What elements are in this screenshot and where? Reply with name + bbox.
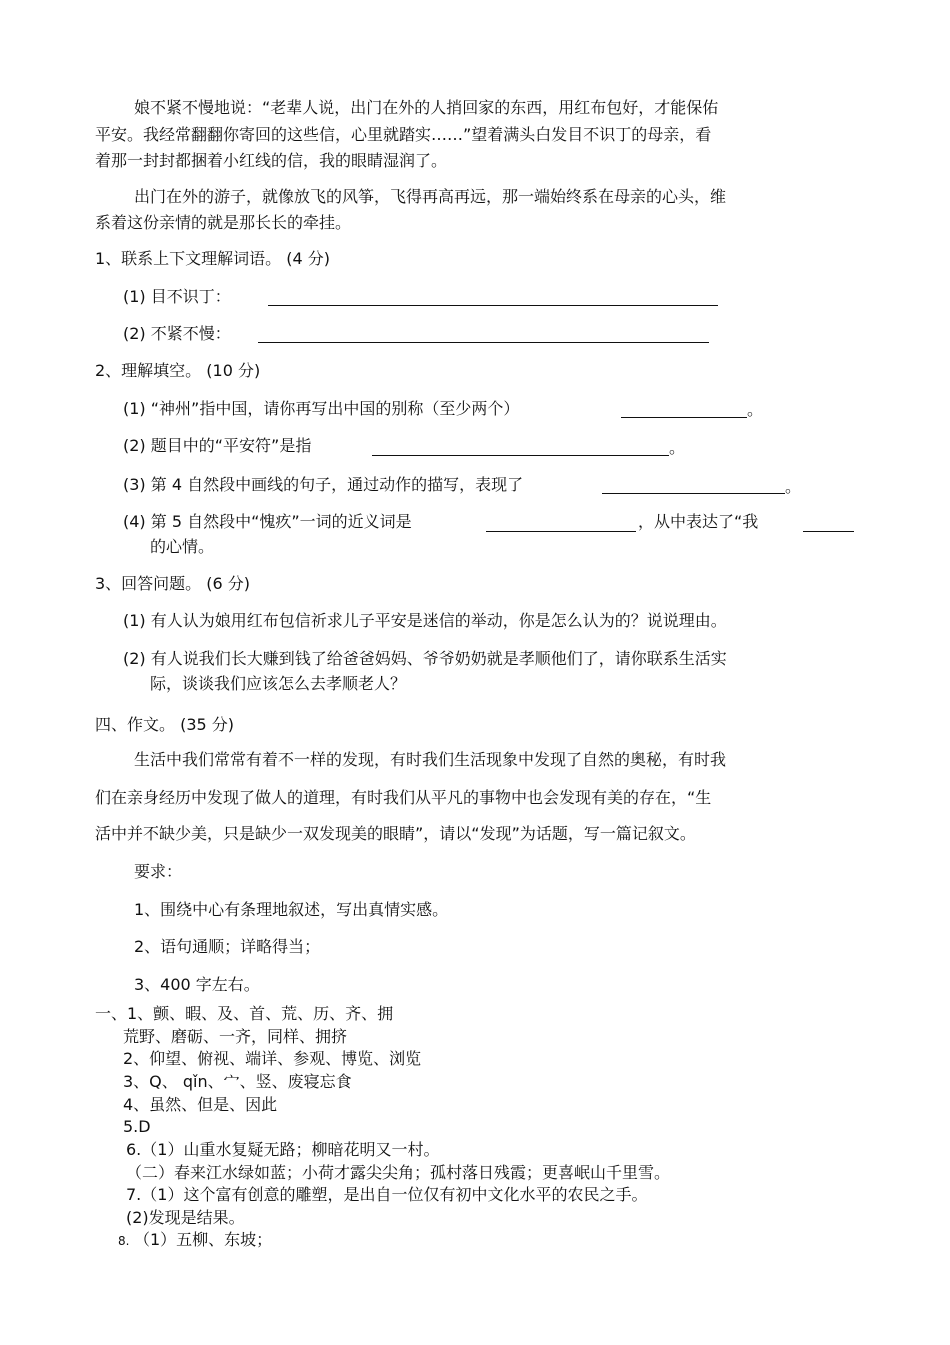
question-item-continued: 际，谈谈我们应该怎么去孝顺老人？ [150, 674, 407, 693]
essay-prompt-line: 们在亲身经历中发现了做人的道理，有时我们从平凡的事物中也会发现有美的存在，“生 [95, 788, 712, 807]
question-item: (3) 第 4 自然段中画线的句子，通过动作的描写，表现了 [123, 475, 524, 494]
essay-prompt-line: 活中并不缺少美，只是缺少一双发现美的眼睛”，请以“发现”为话题，写一篇记叙文。 [95, 824, 696, 843]
question-heading: 3、回答问题。 (6 分) [95, 574, 251, 593]
answer-key-line: 荒野、磨砺、一齐，同样、拥挤 [123, 1027, 348, 1046]
answer-key-line: 7.（1）这个富有创意的雕塑，是出自一位仅有初中文化水平的农民之手。 [126, 1185, 648, 1204]
passage-paragraph-line: 出门在外的游子，就像放飞的风筝，飞得再高再远，那一端始终系在母亲的心头，维 [134, 187, 727, 206]
answer-key-line: 2、仰望、俯视、端详、参观、博览、浏览 [123, 1049, 422, 1068]
essay-requirement: 2、语句通顺；详略得当； [134, 937, 321, 956]
essay-requirement: 1、围绕中心有条理地叙述，写出真情实感。 [134, 900, 449, 919]
essay-heading: 四、作文。 (35 分) [95, 715, 235, 734]
passage-paragraph-line: 系着这份亲情的就是那长长的牵挂。 [95, 213, 352, 232]
question-item: (1) “神州”指中国，请你再写出中国的别称（至少两个） [123, 399, 520, 418]
answer-blank-line[interactable] [372, 455, 669, 456]
question-item: (2) 有人说我们长大赚到钱了给爸爸妈妈、爷爷奶奶就是孝顺他们了，请你联系生活实 [123, 649, 727, 668]
sentence-end-mark: 。 [747, 400, 764, 419]
answer-blank-line[interactable] [602, 493, 785, 494]
answer-key-line: 3、Q、 qǐn、宀、竖、废寝忘食 [123, 1072, 352, 1091]
question-item: (1) 有人认为娘用红布包信祈求儿子平安是迷信的举动，你是怎么认为的？说说理由。 [123, 611, 727, 630]
answer-key-line: 4、虽然、但是、因此 [123, 1095, 278, 1114]
question-heading: 2、理解填空。 (10 分) [95, 361, 261, 380]
answer-blank-line[interactable] [258, 342, 709, 343]
sentence-end-mark: 。 [785, 477, 802, 496]
question-heading: 1、联系上下文理解词语。 (4 分) [95, 249, 331, 268]
answer-key-line: （二）春来江水绿如蓝；小荷才露尖尖角；孤村落日残霞；更喜岷山千里雪。 [126, 1163, 671, 1182]
passage-paragraph-line: 着那一封封都捆着小红线的信，我的眼睛湿润了。 [95, 151, 448, 170]
answer-key-line: （1）五柳、东坡； [134, 1230, 273, 1249]
answer-key-line: 一、1、颤、暇、及、首、荒、历、齐、拥 [95, 1004, 394, 1023]
question-item-continued: ，从中表达了“我 [638, 512, 759, 531]
answer-blank-line[interactable] [621, 417, 747, 418]
answer-key-number: 8. [118, 1234, 130, 1248]
answer-blank-line[interactable] [268, 305, 718, 306]
essay-requirements-label: 要求： [134, 862, 183, 881]
passage-paragraph-line: 娘不紧不慢地说：“老辈人说，出门在外的人捎回家的东西，用红布包好，才能保佑 [134, 98, 719, 117]
answer-blank-line[interactable] [803, 531, 854, 532]
sentence-end-mark: 。 [669, 438, 686, 457]
question-item-continued: 的心情。 [150, 537, 215, 556]
question-item: (4) 第 5 自然段中“愧疚”一词的近义词是 [123, 512, 412, 531]
answer-blank-line[interactable] [486, 531, 636, 532]
essay-requirement: 3、400 字左右。 [134, 975, 260, 994]
answer-key-line: 5.D [123, 1117, 151, 1136]
question-item: (1) 目不识丁： [123, 287, 231, 306]
answer-key-line: (2)发现是结果。 [126, 1208, 245, 1227]
passage-paragraph-line: 平安。我经常翻翻你寄回的这些信，心里就踏实……”望着满头白发目不识丁的母亲，看 [95, 125, 712, 144]
question-item: (2) 不紧不慢： [123, 324, 231, 343]
essay-prompt-line: 生活中我们常常有着不一样的发现，有时我们生活现象中发现了自然的奥秘，有时我 [134, 750, 727, 769]
question-item: (2) 题目中的“平安符”是指 [123, 436, 312, 455]
answer-key-line: 6.（1）山重水复疑无路；柳暗花明又一村。 [126, 1140, 440, 1159]
